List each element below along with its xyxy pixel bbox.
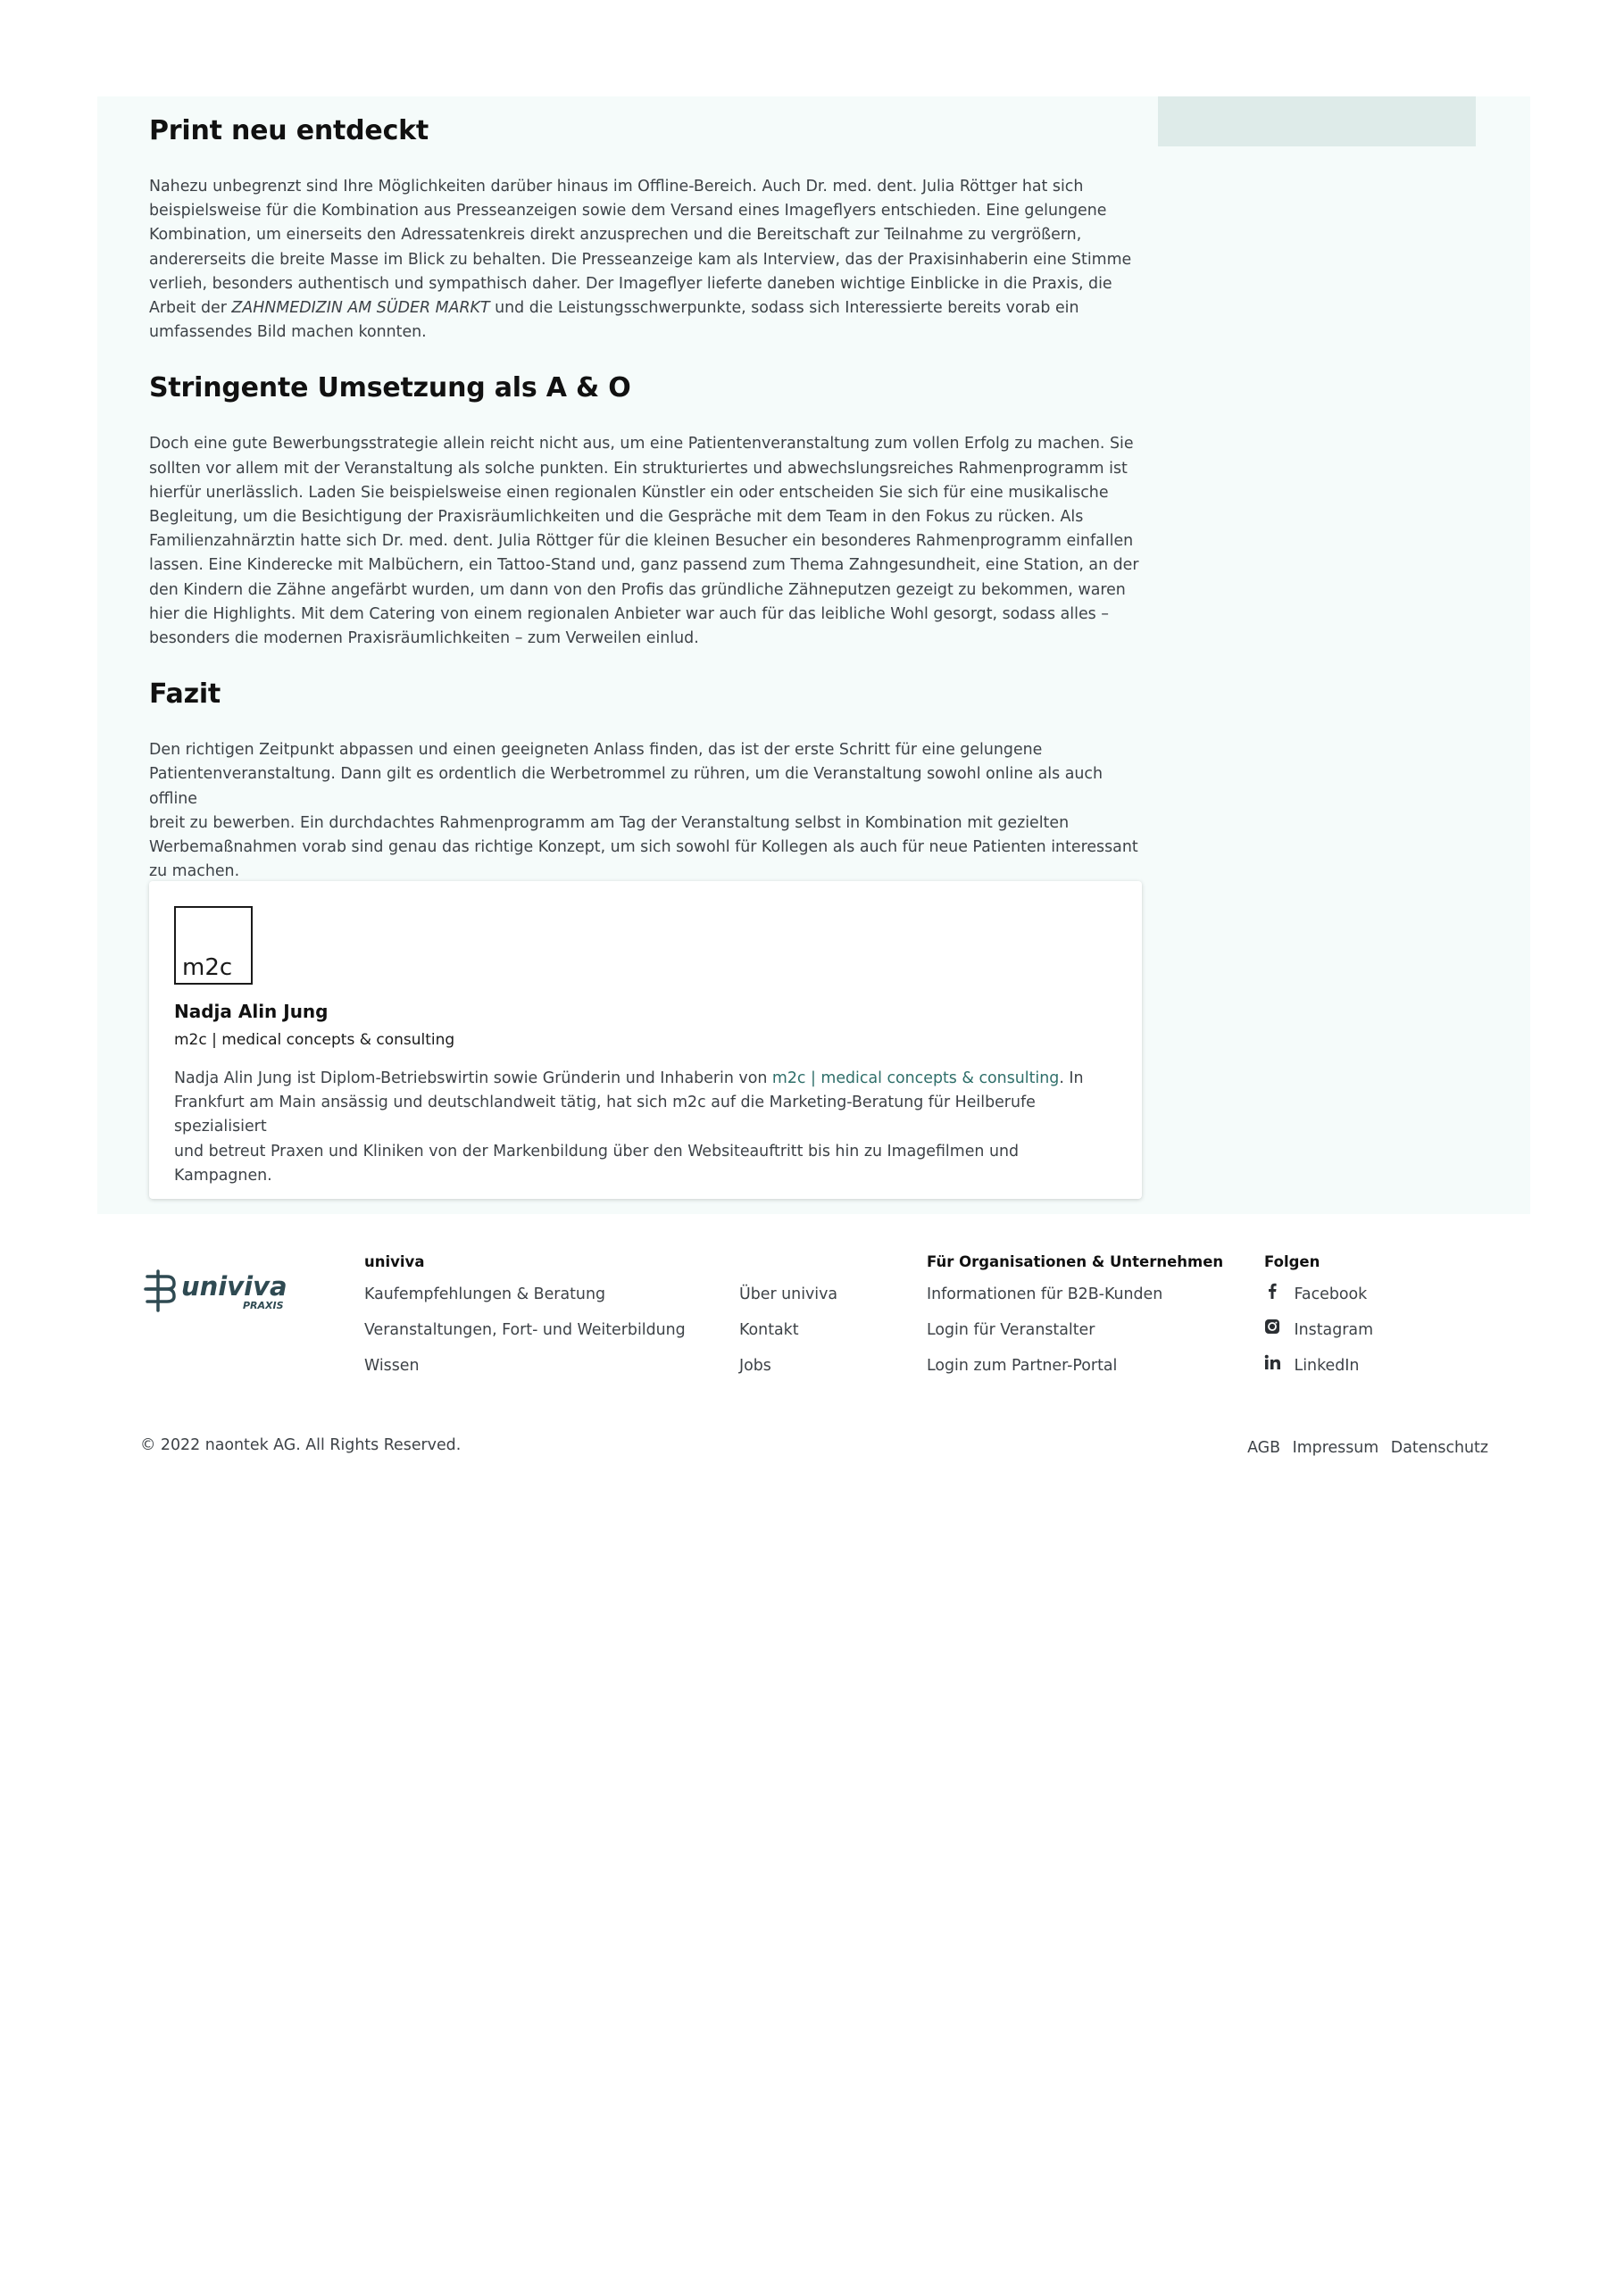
m2c-logo: m2c	[174, 906, 253, 985]
instagram-icon	[1264, 1319, 1280, 1335]
footer-heading: univiva	[364, 1253, 425, 1270]
footer-col-univiva	[364, 1252, 686, 1384]
svg-text:univiva: univiva	[181, 1271, 287, 1302]
footer-link-ueber[interactable]: Über univiva	[739, 1285, 838, 1303]
footer-link-linkedin[interactable]: LinkedIn	[1264, 1348, 1373, 1384]
legal-links	[1240, 1439, 1488, 1457]
section-heading: Fazit	[149, 678, 221, 711]
univiva-logo-mark	[138, 1266, 287, 1316]
section-heading: Stringente Umsetzung als A & O	[149, 372, 631, 404]
author-card	[149, 881, 1142, 1199]
copyright: © 2022 naontek AG. All Rights Reserved.	[140, 1436, 462, 1454]
footer-link-kaufempfehlungen[interactable]: Kaufempfehlungen & Beratung	[364, 1285, 606, 1303]
footer-col-social	[1264, 1252, 1373, 1384]
author-name: Nadja Alin Jung	[174, 1001, 329, 1022]
footer-link-instagram[interactable]: Instagram	[1264, 1312, 1373, 1348]
impressum-link[interactable]: Impressum	[1292, 1439, 1379, 1457]
footer-col-company	[739, 1252, 837, 1384]
univiva-logo[interactable]	[138, 1266, 287, 1316]
company-link[interactable]: m2c | medical concepts & consulting	[771, 1069, 1060, 1087]
article-body	[149, 114, 1142, 884]
footer-link-wissen[interactable]: Wissen	[364, 1357, 420, 1375]
footer-heading: Für Organisationen & Unternehmen	[927, 1253, 1224, 1270]
footer-heading: Folgen	[1264, 1253, 1320, 1270]
author-company: m2c | medical concepts & consulting	[174, 1031, 455, 1049]
footer-link-b2b[interactable]: Informationen für B2B-Kunden	[927, 1285, 1163, 1303]
section-paragraph: Doch eine gute Bewerbungsstrategie allein reicht nicht aus, um eine Patientenveranstaltung zum vollen Erfolg zu machen. Sie sollten vor allem mit der Veranstaltung als solche punkten. Ein strukturiertes und abwechslungsreiches Rahmenprogramm ist hierfür unerlässlich. Laden Sie beispielsweise einen regionalen Künstler ein oder entscheiden Sie sich für eine musikalische Begleitung, um die Besichtigung der Praxisräumlichkeiten und die Gespräche mit dem Team in den Fokus zu rücken. Als Familienzahnärztin hatte sich Dr. med. dent. Julia Röttger für die kleinen Besucher ein besonderes Rahmenprogramm einfallen lassen. Eine Kinderecke mit Malbüchern, ein Tattoo-Stand und, ganz passend zum Thema Zahngesundheit, eine Station, an der den Kindern die Zähne angefärbt wurden, um dann von den Profis das gründliche Zähneputzen gezeigt zu bekommen, waren hier die Highlights. Mit dem Catering von einem regionalen Anbieter war auch für das leibliche Wohl gesorgt, sodass alles – besonders die modernen Praxisräumlichkeiten – zum Verweilen einlud.	[149, 435, 1139, 648]
footer-col-organisations	[927, 1252, 1223, 1384]
linkedin-icon	[1264, 1354, 1280, 1370]
footer-link-veranstaltungen[interactable]: Veranstaltungen, Fort- und Weiterbildung	[364, 1321, 686, 1339]
author-bio: Nadja Alin Jung ist Diplom-Betriebswirtin sowie Gründerin und Inhaberin von m2c | medical concepts & consulting. In Frankfurt am Main ansässig und deutschlandweit tätig, hat sich m2c auf die Marketing-Beratung für Heilberufe spezialisiert und betreut Praxen und Kliniken von der Markenbildung über den Websiteauftritt bis hin zu Imagefilmen und Kampagnen.	[174, 1069, 1084, 1185]
footer-link-facebook[interactable]: Facebook	[1264, 1277, 1373, 1312]
facebook-icon	[1264, 1283, 1280, 1299]
datenschutz-link[interactable]: Datenschutz	[1390, 1439, 1488, 1457]
agb-link[interactable]: AGB	[1247, 1439, 1281, 1457]
section-paragraph: Nahezu unbegrenzt sind Ihre Möglichkeiten darüber hinaus im Offline-Bereich. Auch Dr. med. dent. Julia Röttger hat sich beispielsweise für die Kombination aus Presseanzeigen sowie dem Versand eines Imageflyers entschieden. Eine gelungene Kombination, um einerseits den Adressatenkreis direkt anzusprechen und die Bereitschaft zur Teilnahme zu vergrößern, andererseits die breite Masse im Blick zu behalten. Die Presseanzeige kam als Interview, das der Praxisinhaberin eine Stimme verlieh, besonders authentisch und sympathisch daher. Der Imageflyer lieferte daneben wichtige Einblicke in die Praxis, die Arbeit der ZAHNMEDIZIN AM SÜDER MARKT und die Leistungsschwerpunkte, sodass sich Interessierte bereits vorab ein umfassendes Bild machen konnten.	[149, 178, 1132, 342]
sidebar-placeholder	[1158, 96, 1476, 146]
footer-link-jobs[interactable]: Jobs	[739, 1357, 771, 1375]
footer-link-partner-portal[interactable]: Login zum Partner-Portal	[927, 1357, 1118, 1375]
svg-text:PRAXIS: PRAXIS	[243, 1300, 284, 1311]
footer-link-kontakt[interactable]: Kontakt	[739, 1321, 799, 1339]
practice-name: ZAHNMEDIZIN AM SÜDER MARKT	[231, 299, 490, 318]
section-heading: Print neu entdeckt	[149, 115, 429, 146]
footer-link-login-veranstalter[interactable]: Login für Veranstalter	[927, 1321, 1095, 1339]
section-paragraph: Den richtigen Zeitpunkt abpassen und einen geeigneten Anlass finden, das ist der erste Schritt für eine gelungene Patientenveranstaltung. Dann gilt es ordentlich die Werbetrommel zu rühren, um die Veranstaltung sowohl online als auch offline breit zu bewerben. Ein durchdachtes Rahmenprogramm am Tag der Veranstaltung selbst in Kombination mit gezielten Werbemaßnahmen vorab sind genau das richtige Konzept, um sich sowohl für Kollegen als auch für neue Patienten interessant zu machen.	[149, 741, 1138, 881]
